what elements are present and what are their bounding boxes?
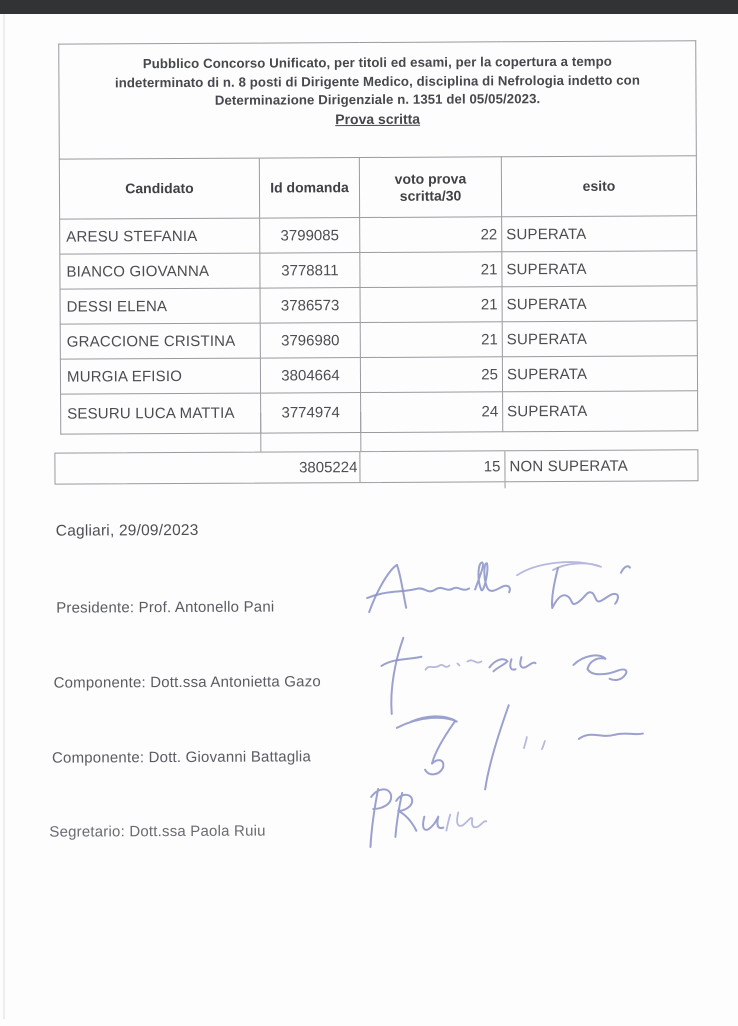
concorso-notice [59,41,697,159]
role-label-presidente: Presidente: Prof. Antonello Pani [56,598,275,617]
candidato-cell: MURGIA EFISIO [60,358,260,394]
id-domanda-cell: 3774974 [261,393,361,434]
gap-column-line [260,413,261,452]
table-row [61,391,698,434]
column-header-id-domanda: Id domanda [259,158,359,219]
table-row [60,321,697,359]
voto-cell: 24 [361,392,503,433]
esito-cell: NON SUPERATA [509,457,629,475]
detached-result-row [54,449,698,484]
candidato-cell: SESURU LUCA MATTIA [61,393,261,434]
table-row [60,356,697,394]
id-domanda-cell: 3778811 [260,253,360,289]
voto-cell: 15 [360,451,505,482]
table-row [60,251,697,289]
table-line-artifact [505,482,506,488]
signature-paola-ruiu [364,780,504,853]
column-header-candidato: Candidato [59,158,259,219]
candidato-cell: ARESU STEFANIA [60,218,260,254]
esito-cell: SUPERATA [502,286,697,322]
role-label-componente-gazo: Componente: Dott.ssa Antonietta Gazo [53,673,321,692]
notice-line-1: Pubblico Concorso Unificato, per titoli ed esami, per la copertura a tempo [142,53,612,72]
prova-scritta-subtitle: Prova scritta [335,110,421,127]
role-label-componente-battaglia: Componente: Dott. Giovanni Battaglia [51,748,312,767]
esito-cell: SUPERATA [502,251,697,287]
id-domanda-cell: 3796980 [260,323,360,359]
id-domanda-cell: 3804664 [260,358,360,394]
id-domanda-cell: 3805224 [260,452,360,483]
role-label-segretario: Segretario: Dott.ssa Paola Ruiu [49,822,266,841]
id-domanda-cell: 3786573 [260,288,360,324]
results-table [58,40,698,434]
voto-cell: 25 [360,357,502,393]
signature-antonello-pani [365,555,650,622]
voto-cell: 21 [360,252,502,288]
candidato-cell: GRACCIONE CRISTINA [60,323,260,359]
place-date: Cagliari, 29/09/2023 [55,521,199,540]
column-header-esito: esito [501,156,696,217]
table-row [60,216,697,254]
gap-column-line [360,412,361,451]
esito-cell: SUPERATA [502,321,697,357]
voto-cell: 21 [360,287,502,323]
notice-line-2: indeterminato di n. 8 posti di Dirigente Medico, disciplina di Nefrologia indetto con [114,72,641,90]
candidato-cell: DESSI ELENA [60,288,260,324]
candidato-cell [55,453,260,484]
voto-cell: 22 [360,217,502,253]
esito-cell: SUPERATA [502,356,697,392]
table-row [60,286,697,324]
voto-cell: 21 [360,322,502,358]
column-header-voto: voto prova scritta/30 [359,157,501,218]
esito-cell: SUPERATA [503,391,698,432]
candidato-cell: BIANCO GIOVANNA [60,253,260,289]
id-domanda-cell: 3799085 [260,218,360,254]
notice-line-3: Determinazione Dirigenziale n. 1351 del 05/05/2023. [214,91,541,108]
esito-cell: SUPERATA [502,216,697,252]
